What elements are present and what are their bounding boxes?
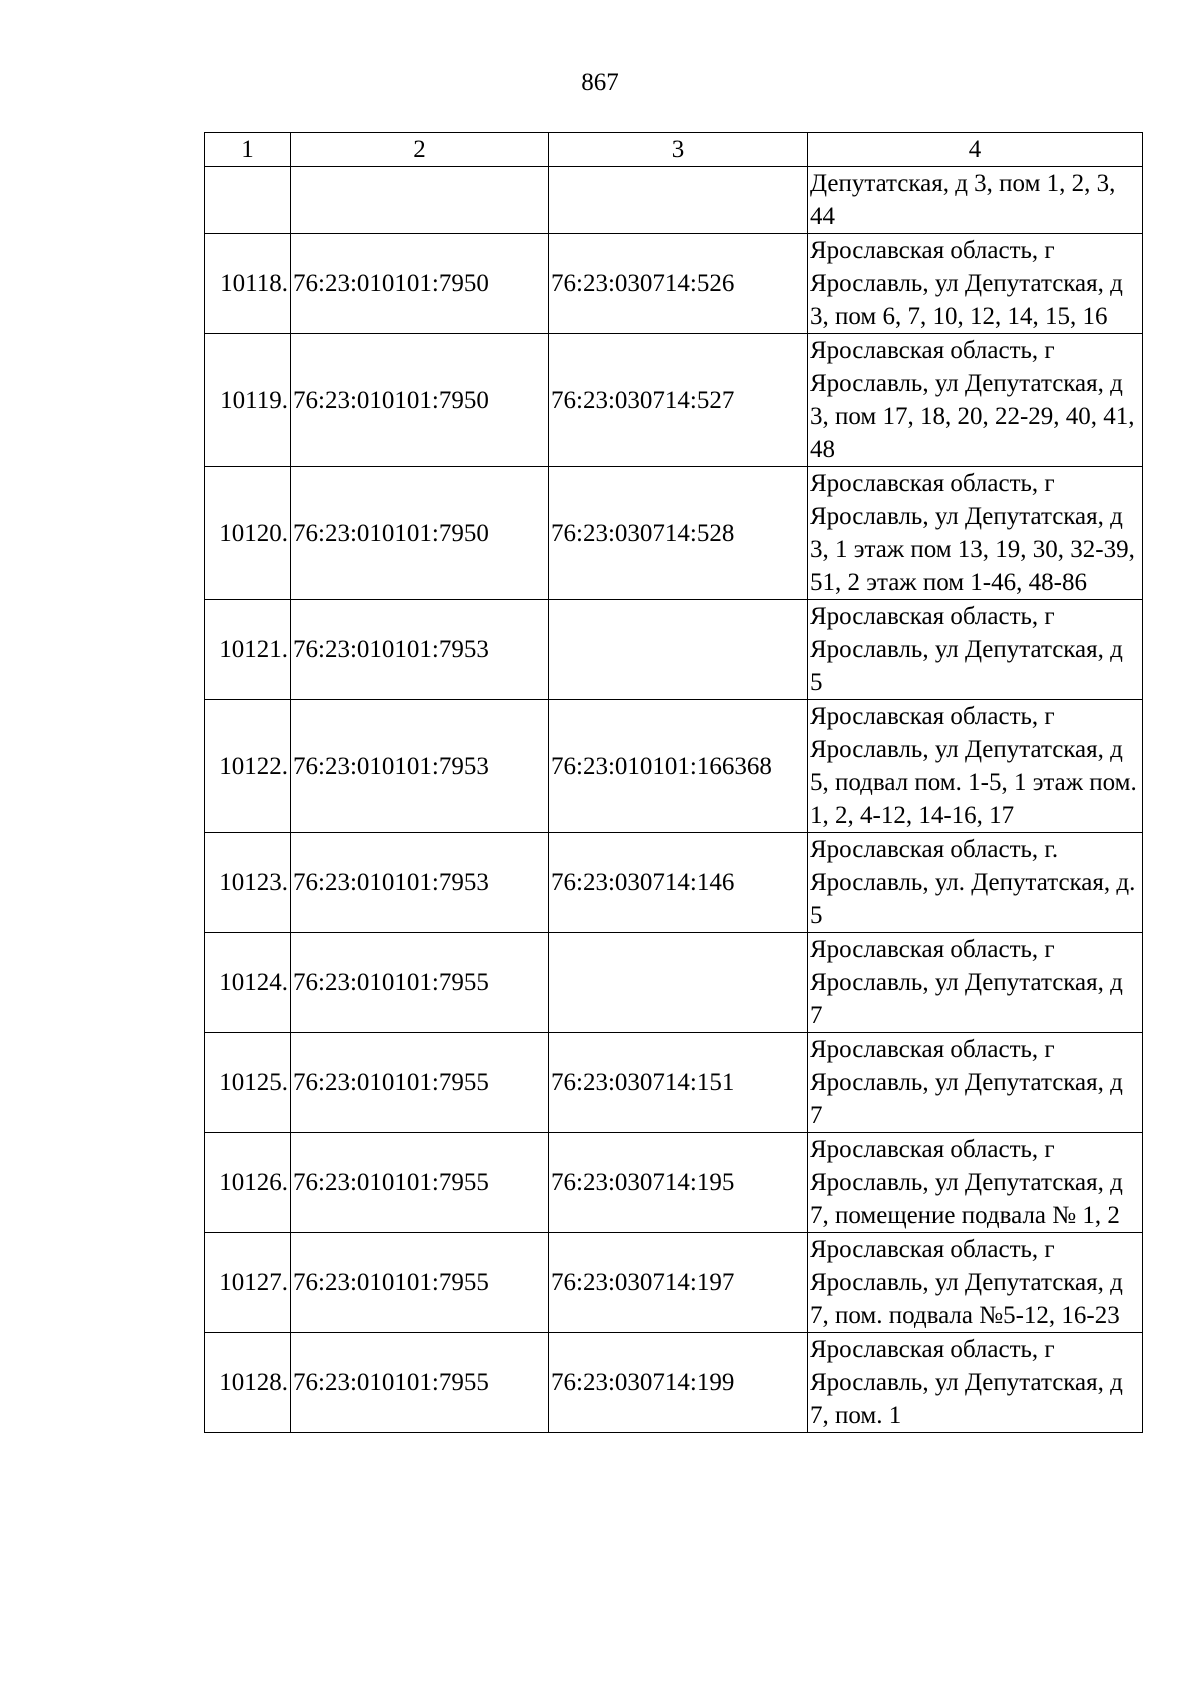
cadastral-number-parent: 76:23:010101:7950 xyxy=(291,334,549,467)
table-row xyxy=(205,1033,1143,1133)
table-row xyxy=(205,467,1143,600)
table-row xyxy=(205,933,1143,1033)
cadastral-number-object: 76:23:030714:199 xyxy=(549,1333,808,1433)
cadastral-number-object: 76:23:030714:146 xyxy=(549,833,808,933)
cadastral-number-object: 76:23:030714:195 xyxy=(549,1133,808,1233)
cadastral-number-parent: 76:23:010101:7955 xyxy=(291,1233,549,1333)
cadastral-number-parent xyxy=(291,167,549,234)
address-cell: Ярославская область, г Ярославль, ул Депутатская, д 7, пом. 1 xyxy=(808,1333,1143,1433)
address-cell: Ярославская область, г. Ярославль, ул. Депутатская, д. 5 xyxy=(808,833,1143,933)
row-number: 10128. xyxy=(205,1333,291,1433)
row-number: 10119. xyxy=(205,334,291,467)
cadastral-number-object: 76:23:030714:197 xyxy=(549,1233,808,1333)
cadastral-number-parent: 76:23:010101:7950 xyxy=(291,467,549,600)
table-row xyxy=(205,1333,1143,1433)
address-cell: Ярославская область, г Ярославль, ул Депутатская, д 7 xyxy=(808,933,1143,1033)
table-row xyxy=(205,833,1143,933)
cadastral-number-parent: 76:23:010101:7955 xyxy=(291,1033,549,1133)
page-number: 867 xyxy=(581,69,619,96)
cadastral-number-object: 76:23:010101:166368 xyxy=(549,700,808,833)
row-number: 10123. xyxy=(205,833,291,933)
address-cell: Ярославская область, г Ярославль, ул Депутатская, д 7, помещение подвала № 1, 2 xyxy=(808,1133,1143,1233)
row-number: 10122. xyxy=(205,700,291,833)
address-cell: Ярославская область, г Ярославль, ул Депутатская, д 7 xyxy=(808,1033,1143,1133)
column-header-3: 3 xyxy=(549,133,808,167)
cadastral-number-parent: 76:23:010101:7955 xyxy=(291,1133,549,1233)
row-number: 10127. xyxy=(205,1233,291,1333)
address-cell: Ярославская область, г Ярославль, ул Депутатская, д 3, 1 этаж пом 13, 19, 30, 32-39, 51, 2 этаж пом 1-46, 48-86 xyxy=(808,467,1143,600)
cadastral-number-object: 76:23:030714:151 xyxy=(549,1033,808,1133)
row-number: 10124. xyxy=(205,933,291,1033)
row-number: 10125. xyxy=(205,1033,291,1133)
cadastral-number-parent: 76:23:010101:7953 xyxy=(291,700,549,833)
cadastral-number-parent: 76:23:010101:7955 xyxy=(291,1333,549,1433)
table-row xyxy=(205,167,1143,234)
cadastral-number-object: 76:23:030714:527 xyxy=(549,334,808,467)
table-header-row xyxy=(205,133,1143,167)
cadastral-number-parent: 76:23:010101:7953 xyxy=(291,600,549,700)
address-cell: Депутатская, д 3, пом 1, 2, 3, 44 xyxy=(808,167,1143,234)
row-number: 10126. xyxy=(205,1133,291,1233)
table-row xyxy=(205,600,1143,700)
registry-table xyxy=(204,132,1143,1433)
cadastral-number-parent: 76:23:010101:7950 xyxy=(291,234,549,334)
address-cell: Ярославская область, г Ярославль, ул Депутатская, д 5 xyxy=(808,600,1143,700)
cadastral-number-object xyxy=(549,933,808,1033)
column-header-4: 4 xyxy=(808,133,1143,167)
address-cell: Ярославская область, г Ярославль, ул Депутатская, д 7, пом. подвала №5-12, 16-23 xyxy=(808,1233,1143,1333)
table-row xyxy=(205,1133,1143,1233)
table-row xyxy=(205,334,1143,467)
cadastral-number-object xyxy=(549,600,808,700)
row-number: 10120. xyxy=(205,467,291,600)
table-row xyxy=(205,700,1143,833)
address-cell: Ярославская область, г Ярославль, ул Депутатская, д 3, пом 6, 7, 10, 12, 14, 15, 16 xyxy=(808,234,1143,334)
row-number: 10118. xyxy=(205,234,291,334)
column-header-2: 2 xyxy=(291,133,549,167)
table-row xyxy=(205,1233,1143,1333)
column-header-1: 1 xyxy=(205,133,291,167)
cadastral-number-parent: 76:23:010101:7955 xyxy=(291,933,549,1033)
row-number: 10121. xyxy=(205,600,291,700)
cadastral-number-object: 76:23:030714:526 xyxy=(549,234,808,334)
address-cell: Ярославская область, г Ярославль, ул Депутатская, д 5, подвал пом. 1-5, 1 этаж пом. 1, 2, 4-12, 14-16, 17 xyxy=(808,700,1143,833)
row-number xyxy=(205,167,291,234)
cadastral-number-object xyxy=(549,167,808,234)
cadastral-number-object: 76:23:030714:528 xyxy=(549,467,808,600)
address-cell: Ярославская область, г Ярославль, ул Депутатская, д 3, пом 17, 18, 20, 22-29, 40, 41, 48 xyxy=(808,334,1143,467)
table-row xyxy=(205,234,1143,334)
cadastral-number-parent: 76:23:010101:7953 xyxy=(291,833,549,933)
